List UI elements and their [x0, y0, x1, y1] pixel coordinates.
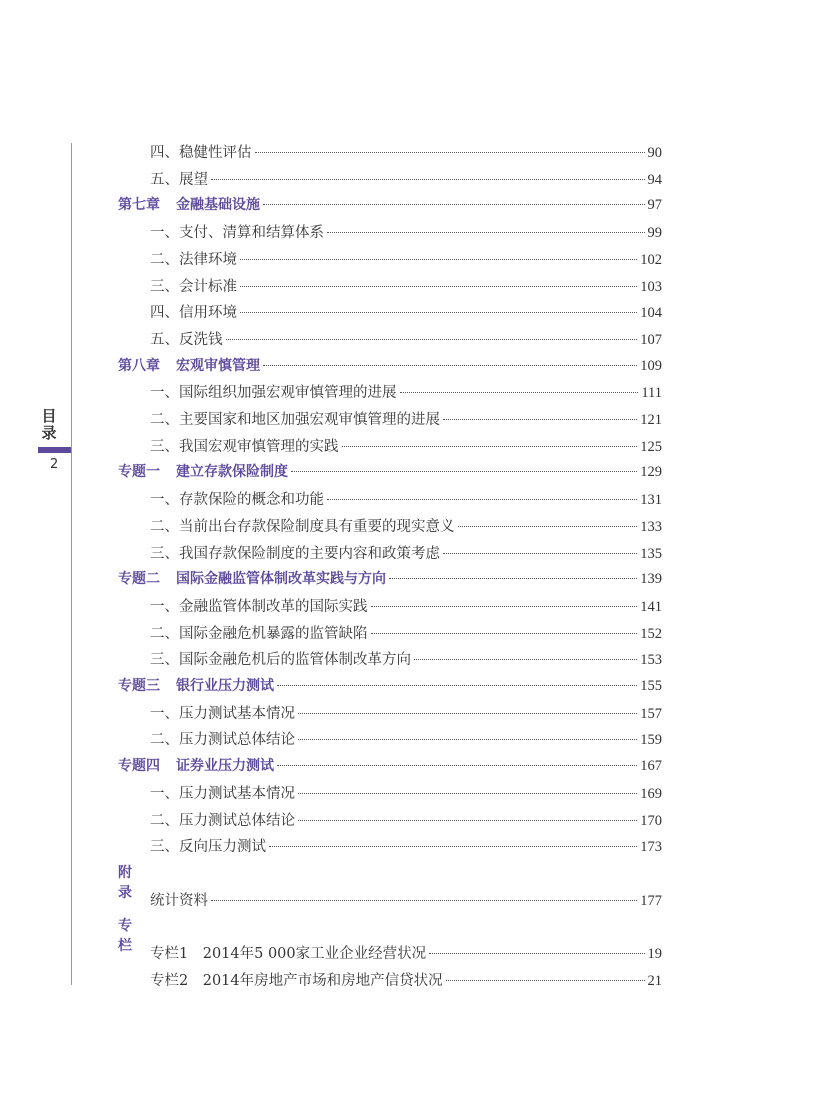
- toc-heading: 附录: [118, 865, 132, 901]
- toc-section-label: 二、主要国家和地区加强宏观审慎管理的进展: [150, 412, 440, 428]
- toc-section-entry[interactable]: [0, 248, 662, 268]
- toc-chapter-title: 证券业压力测试: [176, 758, 274, 774]
- dot-leader: [240, 312, 637, 313]
- dot-leader: [298, 793, 637, 794]
- toc-section-label: 二、国际金融危机暴露的监管缺陷: [150, 626, 368, 642]
- toc-section-entry[interactable]: [0, 328, 662, 348]
- toc-page-number: 139: [640, 571, 662, 587]
- toc-section-entry[interactable]: [0, 702, 662, 722]
- toc-section-label: 一、国际组织加强宏观审慎管理的进展: [150, 385, 397, 401]
- dot-leader: [342, 446, 638, 447]
- toc-chapter-entry[interactable]: [0, 355, 662, 375]
- toc-chapter-entry[interactable]: [0, 461, 662, 481]
- toc-page-number: 99: [647, 225, 662, 241]
- toc-section-label: 二、法律环境: [150, 252, 237, 268]
- toc-section-label: 三、国际金融危机后的监管体制改革方向: [150, 652, 411, 668]
- toc-section-entry[interactable]: [0, 969, 662, 989]
- toc-section-label: 统计资料: [150, 893, 208, 909]
- toc-chapter-title: 银行业压力测试: [176, 678, 274, 694]
- toc-page-number: 169: [640, 786, 662, 802]
- side-title-bottom: 录: [41, 424, 57, 442]
- toc-chapter-title: 国际金融监管体制改革实践与方向: [176, 571, 386, 587]
- dot-leader: [277, 765, 637, 766]
- dot-leader: [414, 659, 637, 660]
- toc-section-label: 二、压力测试总体结论: [150, 732, 295, 748]
- toc-section-entry[interactable]: [0, 782, 662, 802]
- toc-section-label: 一、支付、清算和结算体系: [150, 225, 324, 241]
- toc-chapter-entry[interactable]: [0, 194, 662, 214]
- toc-chapter-label: [118, 675, 274, 695]
- toc-section-entry[interactable]: [0, 381, 662, 401]
- toc-page-number: 94: [647, 172, 662, 188]
- toc-page-number: 177: [640, 893, 662, 909]
- toc-page-number: 155: [640, 678, 662, 694]
- toc-section-entry[interactable]: [0, 168, 662, 188]
- toc-section-label: 三、反向压力测试: [150, 839, 266, 855]
- toc-section-entry[interactable]: [0, 542, 662, 562]
- dot-leader: [240, 259, 637, 260]
- dot-leader: [443, 553, 637, 554]
- toc-section-entry[interactable]: [0, 301, 662, 321]
- toc-chapter-number: 第八章: [118, 358, 160, 374]
- toc-section-label: 四、稳健性评估: [150, 145, 252, 161]
- dot-leader: [400, 392, 639, 393]
- dot-leader: [277, 685, 637, 686]
- toc-section-entry[interactable]: [0, 515, 662, 535]
- toc-page-number: 133: [640, 519, 662, 535]
- dot-leader: [263, 204, 645, 205]
- toc-section-entry[interactable]: [0, 648, 662, 668]
- toc-section-label: 一、金融监管体制改革的国际实践: [150, 599, 368, 615]
- toc-page-number: 170: [640, 813, 662, 829]
- toc-section-label: 一、压力测试基本情况: [150, 786, 295, 802]
- toc-chapter-entry[interactable]: [0, 755, 662, 775]
- toc-section-entry[interactable]: [0, 728, 662, 748]
- side-title-top: 目: [41, 407, 57, 425]
- toc-section-entry[interactable]: [0, 595, 662, 615]
- toc-section-label: 专栏1 2014年5 000家工业企业经营状况: [150, 946, 427, 962]
- toc-chapter-label: [118, 755, 274, 775]
- toc-page-number: 141: [640, 599, 662, 615]
- toc-page-number: 103: [640, 279, 662, 295]
- toc-page-number: 159: [640, 732, 662, 748]
- toc-page-number: 152: [640, 626, 662, 642]
- dot-leader: [298, 739, 637, 740]
- toc-section-entry[interactable]: [0, 889, 662, 909]
- dot-leader: [371, 606, 638, 607]
- toc-page-number: 131: [640, 492, 662, 508]
- dot-leader: [327, 499, 637, 500]
- toc-section-label: 三、会计标准: [150, 279, 237, 295]
- toc-section-label: 一、存款保险的概念和功能: [150, 492, 324, 508]
- toc-section-entry[interactable]: [0, 942, 662, 962]
- toc-section-entry[interactable]: [0, 275, 662, 295]
- dot-leader: [240, 286, 637, 287]
- toc-page-number: 125: [640, 439, 662, 455]
- toc-section-entry[interactable]: [0, 622, 662, 642]
- margin-rule: [71, 143, 72, 985]
- toc-section-entry[interactable]: [0, 221, 662, 241]
- toc-section-label: 二、当前出台存款保险制度具有重要的现实意义: [150, 519, 455, 535]
- toc-section-label: 五、展望: [150, 172, 208, 188]
- toc-page-number: 90: [647, 145, 662, 161]
- dot-leader: [298, 820, 637, 821]
- toc-section-label: 四、信用环境: [150, 305, 237, 321]
- toc-chapter-number: 专题四: [118, 758, 160, 774]
- toc-chapter-label: [118, 568, 386, 588]
- dot-leader: [327, 232, 645, 233]
- toc-chapter-title: 金融基础设施: [176, 197, 260, 213]
- toc-section-label: 一、压力测试基本情况: [150, 706, 295, 722]
- dot-leader: [446, 980, 645, 981]
- toc-section-label: 三、我国宏观审慎管理的实践: [150, 439, 339, 455]
- dot-leader: [443, 419, 637, 420]
- dot-leader: [291, 471, 637, 472]
- toc-page-number: 97: [647, 197, 662, 213]
- toc-chapter-title: 宏观审慎管理: [176, 358, 260, 374]
- toc-page-number: 102: [640, 252, 662, 268]
- toc-chapter-number: 第七章: [118, 197, 160, 213]
- toc-page-number: 21: [647, 973, 662, 989]
- dot-leader: [211, 179, 645, 180]
- toc-section-entry[interactable]: [0, 488, 662, 508]
- toc-section-label: 三、我国存款保险制度的主要内容和政策考虑: [150, 546, 440, 562]
- toc-chapter-number: 专题三: [118, 678, 160, 694]
- toc-page-number: 104: [640, 305, 662, 321]
- toc-section-entry[interactable]: [0, 141, 662, 161]
- toc-section-entry[interactable]: [0, 809, 662, 829]
- toc-section-label: 二、压力测试总体结论: [150, 813, 295, 829]
- toc-section-entry[interactable]: [0, 835, 662, 855]
- toc-chapter-label: [118, 355, 260, 375]
- toc-chapter-number: 专题二: [118, 571, 160, 587]
- toc-section-entry[interactable]: [0, 408, 662, 428]
- dot-leader: [255, 152, 645, 153]
- toc-page-number: 135: [640, 546, 662, 562]
- toc-chapter-entry[interactable]: [0, 675, 662, 695]
- dot-leader: [269, 846, 637, 847]
- toc-chapter-entry[interactable]: [0, 568, 662, 588]
- toc-section-entry[interactable]: [0, 435, 662, 455]
- toc-page-number: 111: [641, 385, 662, 401]
- toc-page-number: 121: [640, 412, 662, 428]
- dot-leader: [226, 339, 638, 340]
- dot-leader: [298, 713, 637, 714]
- toc-chapter-label: [118, 194, 260, 214]
- page-number: 2: [50, 457, 59, 472]
- toc-page-number: 157: [640, 706, 662, 722]
- toc-page-number: 153: [640, 652, 662, 668]
- dot-leader: [389, 578, 637, 579]
- toc-page-number: 129: [640, 464, 662, 480]
- toc-chapter-label: [118, 461, 288, 481]
- dot-leader: [263, 365, 637, 366]
- toc-page-number: 173: [640, 839, 662, 855]
- toc-page-number: 19: [647, 946, 662, 962]
- toc-page-number: 167: [640, 758, 662, 774]
- toc-heading: 专栏: [118, 918, 132, 954]
- dot-leader: [458, 526, 638, 527]
- dot-leader: [429, 953, 644, 954]
- toc-chapter-number: 专题一: [118, 464, 160, 480]
- dot-leader: [211, 900, 637, 901]
- toc-section-label: 专栏2 2014年房地产市场和房地产信贷状况: [150, 973, 443, 989]
- toc-page-number: 109: [640, 358, 662, 374]
- toc-page-number: 107: [640, 332, 662, 348]
- dot-leader: [371, 633, 638, 634]
- toc-chapter-title: 建立存款保险制度: [176, 464, 288, 480]
- toc-section-label: 五、反洗钱: [150, 332, 223, 348]
